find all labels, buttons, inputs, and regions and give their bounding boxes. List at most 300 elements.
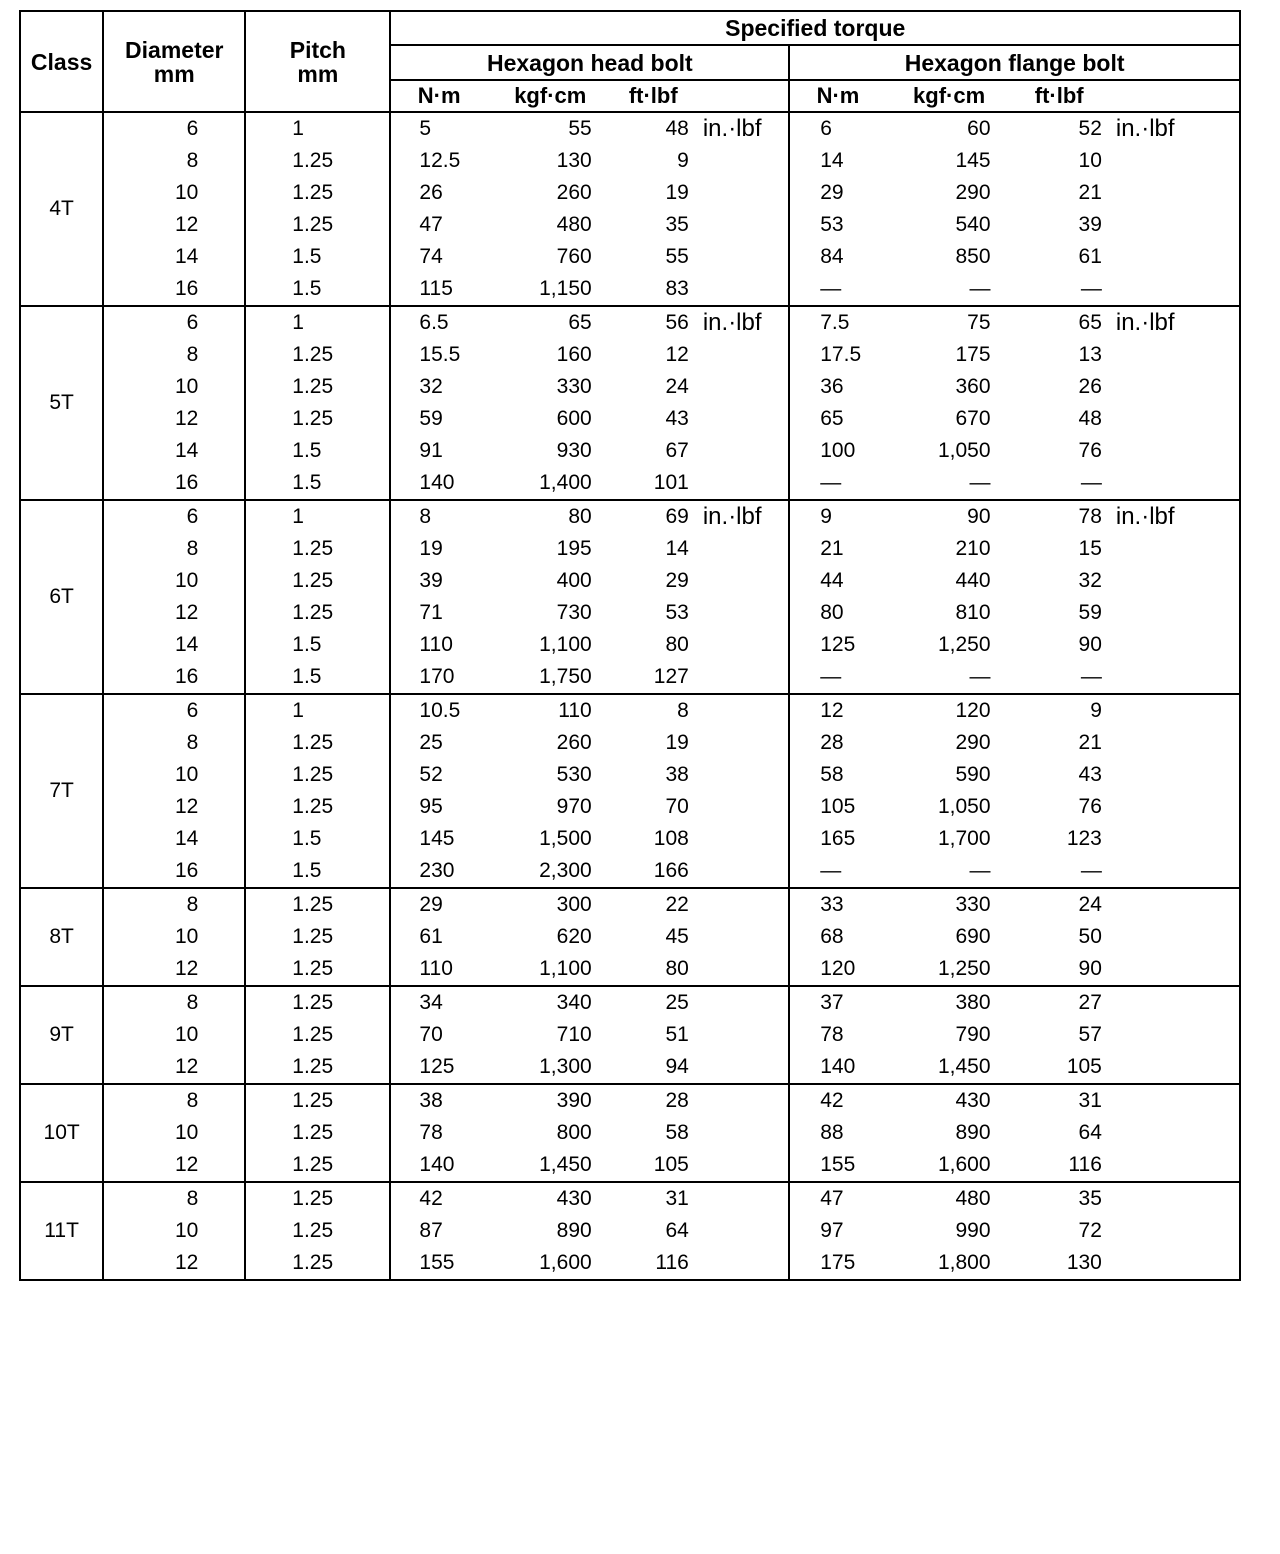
pitch-cell: 1.25 bbox=[245, 1247, 390, 1280]
table-body bbox=[20, 112, 1240, 1280]
diameter-cell: 10 bbox=[103, 1019, 245, 1051]
head-nm-cell: 15.5 bbox=[390, 339, 486, 371]
head-unit-cell bbox=[693, 565, 789, 597]
header-flange-kgfcm: kgf·cm bbox=[886, 80, 1013, 112]
flange-unit-cell bbox=[1106, 759, 1240, 791]
table-row bbox=[20, 435, 1240, 467]
flange-kgfcm-cell: — bbox=[969, 859, 991, 882]
diameter-cell: 8 bbox=[103, 986, 245, 1019]
flange-ftlbf-cell: 31 bbox=[1013, 1084, 1106, 1117]
flange-kgfcm-cell: 290 bbox=[955, 731, 991, 754]
flange-kgfcm-cell: 330 bbox=[886, 888, 1013, 921]
diameter-cell: 6 bbox=[103, 694, 245, 727]
pitch-cell: 1.25 bbox=[245, 145, 390, 177]
pitch-cell: 1.5 bbox=[245, 241, 390, 273]
head-unit-cell bbox=[693, 694, 789, 727]
flange-nm-cell: 175 bbox=[789, 1247, 885, 1280]
head-nm-cell: 5 bbox=[390, 112, 486, 145]
head-unit-cell bbox=[693, 727, 789, 759]
flange-unit-cell bbox=[1106, 339, 1240, 371]
head-unit-cell bbox=[693, 1084, 789, 1117]
table-row bbox=[20, 565, 1240, 597]
diameter-cell: 6 bbox=[103, 500, 245, 533]
flange-ftlbf-cell: 76 bbox=[1078, 439, 1102, 462]
head-unit-cell bbox=[693, 597, 789, 629]
head-ftlbf-cell: 80 bbox=[665, 957, 689, 980]
diameter-cell: 8 bbox=[103, 1084, 245, 1117]
pitch-cell: 1.25 bbox=[245, 1084, 390, 1117]
head-nm-cell: 42 bbox=[390, 1182, 486, 1215]
head-ftlbf-cell: 31 bbox=[614, 1182, 693, 1215]
diameter-cell: 8 bbox=[103, 727, 245, 759]
diameter-cell: 8 bbox=[103, 145, 245, 177]
diameter-cell: 12 bbox=[103, 403, 245, 435]
flange-ftlbf-cell: — bbox=[1080, 277, 1102, 300]
pitch-cell: 1.5 bbox=[245, 467, 390, 500]
diameter-cell: 14 bbox=[103, 241, 245, 273]
table-row bbox=[20, 823, 1240, 855]
head-ftlbf-cell: 9 bbox=[677, 149, 689, 172]
head-unit-cell bbox=[693, 1182, 789, 1215]
flange-unit-cell bbox=[1106, 727, 1240, 759]
flange-ftlbf-cell: 13 bbox=[1078, 343, 1102, 366]
head-kgfcm-cell: 80 bbox=[487, 500, 614, 533]
flange-nm-cell: — bbox=[789, 467, 885, 500]
pitch-cell: 1.25 bbox=[245, 953, 390, 986]
flange-ftlbf-cell: 24 bbox=[1013, 888, 1106, 921]
flange-unit-cell bbox=[1106, 629, 1240, 661]
flange-unit-cell bbox=[1106, 1149, 1240, 1182]
header-diameter-unit: mm bbox=[153, 60, 195, 87]
table-row bbox=[20, 209, 1240, 241]
header-diameter bbox=[103, 11, 245, 112]
head-ftlbf-cell: 8 bbox=[614, 694, 693, 727]
flange-nm-cell: 12 bbox=[789, 694, 885, 727]
head-kgfcm-cell: 1,600 bbox=[539, 1251, 592, 1274]
flange-kgfcm-cell: 145 bbox=[955, 149, 991, 172]
pitch-cell: 1.25 bbox=[245, 403, 390, 435]
table-row bbox=[20, 888, 1240, 921]
pitch-cell: 1.5 bbox=[245, 273, 390, 306]
flange-nm-cell: 100 bbox=[789, 435, 885, 467]
head-ftlbf-cell: 53 bbox=[665, 601, 689, 624]
table-row bbox=[20, 306, 1240, 339]
flange-kgfcm-cell: — bbox=[969, 665, 991, 688]
head-unit-cell bbox=[693, 953, 789, 986]
diameter-cell: 10 bbox=[103, 177, 245, 209]
head-nm-cell: 59 bbox=[390, 403, 486, 435]
class-cell: 11T bbox=[20, 1182, 103, 1280]
flange-nm-cell: 21 bbox=[789, 533, 885, 565]
flange-ftlbf-cell: 72 bbox=[1078, 1219, 1102, 1242]
flange-kgfcm-cell: 850 bbox=[955, 245, 991, 268]
head-nm-cell: 61 bbox=[390, 921, 486, 953]
pitch-cell: 1 bbox=[245, 500, 390, 533]
pitch-cell: 1.5 bbox=[245, 661, 390, 694]
flange-nm-cell: 65 bbox=[789, 403, 885, 435]
table-row bbox=[20, 1117, 1240, 1149]
table-row bbox=[20, 403, 1240, 435]
flange-nm-cell: 165 bbox=[789, 823, 885, 855]
pitch-cell: 1.25 bbox=[245, 339, 390, 371]
head-unit-cell bbox=[693, 467, 789, 500]
flange-ftlbf-cell: 90 bbox=[1078, 957, 1102, 980]
head-unit-cell bbox=[693, 1117, 789, 1149]
flange-kgfcm-cell: 890 bbox=[955, 1121, 991, 1144]
head-ftlbf-cell: 83 bbox=[665, 277, 689, 300]
flange-ftlbf-cell: 61 bbox=[1078, 245, 1102, 268]
flange-kgfcm-cell: — bbox=[969, 277, 991, 300]
flange-unit-cell bbox=[1106, 986, 1240, 1019]
head-nm-cell: 145 bbox=[390, 823, 486, 855]
table-row bbox=[20, 727, 1240, 759]
flange-nm-cell: 97 bbox=[789, 1215, 885, 1247]
flange-kgfcm-cell: 990 bbox=[955, 1219, 991, 1242]
head-kgfcm-cell: 530 bbox=[556, 763, 592, 786]
head-unit-cell bbox=[693, 823, 789, 855]
pitch-cell: 1.25 bbox=[245, 565, 390, 597]
flange-kgfcm-cell: 810 bbox=[955, 601, 991, 624]
table-row bbox=[20, 921, 1240, 953]
class-cell: 7T bbox=[20, 694, 103, 888]
flange-unit-cell bbox=[1106, 1247, 1240, 1280]
flange-ftlbf-cell: 130 bbox=[1066, 1251, 1102, 1274]
head-ftlbf-cell: 51 bbox=[665, 1023, 689, 1046]
flange-nm-cell: 140 bbox=[789, 1051, 885, 1084]
head-ftlbf-cell: 94 bbox=[665, 1055, 689, 1078]
flange-kgfcm-cell: 1,600 bbox=[937, 1153, 991, 1176]
head-kgfcm-cell: 1,750 bbox=[539, 665, 592, 688]
head-ftlbf-cell: 29 bbox=[665, 569, 689, 592]
flange-kgfcm-cell: 1,700 bbox=[937, 827, 991, 850]
table-row bbox=[20, 986, 1240, 1019]
flange-nm-cell: 80 bbox=[789, 597, 885, 629]
head-kgfcm-cell: 1,400 bbox=[539, 471, 592, 494]
head-ftlbf-cell: 22 bbox=[614, 888, 693, 921]
flange-unit-cell bbox=[1106, 1019, 1240, 1051]
head-ftlbf-cell: 28 bbox=[614, 1084, 693, 1117]
head-nm-cell: 26 bbox=[390, 177, 486, 209]
diameter-cell: 12 bbox=[103, 597, 245, 629]
pitch-cell: 1.25 bbox=[245, 921, 390, 953]
head-nm-cell: 230 bbox=[390, 855, 486, 888]
flange-kgfcm-cell: 380 bbox=[886, 986, 1013, 1019]
flange-kgfcm-cell: 60 bbox=[886, 112, 1013, 145]
head-kgfcm-cell: 2,300 bbox=[539, 859, 592, 882]
flange-kgfcm-cell: 1,250 bbox=[937, 957, 991, 980]
class-cell: 4T bbox=[20, 112, 103, 306]
head-unit-cell bbox=[693, 435, 789, 467]
head-kgfcm-cell: 1,450 bbox=[539, 1153, 592, 1176]
flange-ftlbf-cell: 21 bbox=[1078, 181, 1102, 204]
flange-unit-cell bbox=[1106, 661, 1240, 694]
head-kgfcm-cell: 300 bbox=[487, 888, 614, 921]
head-ftlbf-cell: 55 bbox=[665, 245, 689, 268]
head-nm-cell: 19 bbox=[390, 533, 486, 565]
head-ftlbf-cell: 127 bbox=[653, 665, 689, 688]
flange-nm-cell: — bbox=[789, 855, 885, 888]
flange-ftlbf-cell: 9 bbox=[1013, 694, 1106, 727]
flange-ftlbf-cell: 52 bbox=[1013, 112, 1106, 145]
flange-kgfcm-cell: 360 bbox=[955, 375, 991, 398]
flange-unit-cell bbox=[1106, 921, 1240, 953]
head-kgfcm-cell: 390 bbox=[487, 1084, 614, 1117]
head-unit-cell bbox=[693, 209, 789, 241]
flange-kgfcm-cell: 690 bbox=[955, 925, 991, 948]
flange-kgfcm-cell: 1,250 bbox=[937, 633, 991, 656]
table-row bbox=[20, 661, 1240, 694]
flange-nm-cell: 155 bbox=[789, 1149, 885, 1182]
flange-ftlbf-cell: 65 bbox=[1013, 306, 1106, 339]
flange-nm-cell: 78 bbox=[789, 1019, 885, 1051]
head-kgfcm-cell: 195 bbox=[556, 537, 592, 560]
flange-ftlbf-cell: 32 bbox=[1078, 569, 1102, 592]
head-unit-cell bbox=[693, 921, 789, 953]
flange-kgfcm-cell: 175 bbox=[955, 343, 991, 366]
class-cell: 6T bbox=[20, 500, 103, 694]
head-nm-cell: 91 bbox=[390, 435, 486, 467]
flange-unit-cell bbox=[1106, 953, 1240, 986]
diameter-cell: 12 bbox=[103, 791, 245, 823]
diameter-cell: 12 bbox=[103, 1247, 245, 1280]
flange-unit-cell bbox=[1106, 855, 1240, 888]
table-row bbox=[20, 1215, 1240, 1247]
head-kgfcm-cell: 340 bbox=[487, 986, 614, 1019]
flange-unit-cell bbox=[1106, 597, 1240, 629]
diameter-cell: 12 bbox=[103, 953, 245, 986]
flange-ftlbf-cell: 90 bbox=[1078, 633, 1102, 656]
table-row bbox=[20, 791, 1240, 823]
pitch-cell: 1.25 bbox=[245, 597, 390, 629]
flange-unit-cell bbox=[1106, 791, 1240, 823]
table-row bbox=[20, 145, 1240, 177]
head-ftlbf-cell: 69 bbox=[614, 500, 693, 533]
flange-nm-cell: 29 bbox=[789, 177, 885, 209]
flange-nm-cell: 42 bbox=[789, 1084, 885, 1117]
flange-kgfcm-cell: 440 bbox=[955, 569, 991, 592]
diameter-cell: 16 bbox=[103, 661, 245, 694]
head-kgfcm-cell: 65 bbox=[487, 306, 614, 339]
flange-nm-cell: 37 bbox=[789, 986, 885, 1019]
flange-nm-cell: 84 bbox=[789, 241, 885, 273]
head-unit-cell bbox=[693, 855, 789, 888]
flange-unit-cell bbox=[1106, 145, 1240, 177]
class-cell: 9T bbox=[20, 986, 103, 1084]
head-nm-cell: 52 bbox=[390, 759, 486, 791]
head-nm-cell: 38 bbox=[390, 1084, 486, 1117]
table-row bbox=[20, 533, 1240, 565]
pitch-cell: 1.25 bbox=[245, 986, 390, 1019]
diameter-cell: 14 bbox=[103, 629, 245, 661]
header-class: Class bbox=[20, 11, 103, 112]
table-row bbox=[20, 273, 1240, 306]
table-row bbox=[20, 1182, 1240, 1215]
head-kgfcm-cell: 130 bbox=[556, 149, 592, 172]
pitch-cell: 1.25 bbox=[245, 1117, 390, 1149]
flange-nm-cell: 7.5 bbox=[789, 306, 885, 339]
table-row bbox=[20, 1084, 1240, 1117]
pitch-cell: 1.25 bbox=[245, 791, 390, 823]
head-nm-cell: 115 bbox=[390, 273, 486, 306]
head-kgfcm-cell: 730 bbox=[556, 601, 592, 624]
head-ftlbf-cell: 35 bbox=[665, 213, 689, 236]
header-head-spacer bbox=[693, 80, 789, 112]
flange-ftlbf-cell: 105 bbox=[1066, 1055, 1102, 1078]
head-nm-cell: 71 bbox=[390, 597, 486, 629]
head-kgfcm-cell: 480 bbox=[556, 213, 592, 236]
flange-kgfcm-cell: 430 bbox=[886, 1084, 1013, 1117]
flange-unit-cell bbox=[1106, 1215, 1240, 1247]
head-nm-cell: 155 bbox=[390, 1247, 486, 1280]
head-ftlbf-cell: 64 bbox=[665, 1219, 689, 1242]
head-nm-cell: 6.5 bbox=[390, 306, 486, 339]
head-ftlbf-cell: 101 bbox=[653, 471, 689, 494]
head-nm-cell: 95 bbox=[390, 791, 486, 823]
head-nm-cell: 110 bbox=[390, 953, 486, 986]
pitch-cell: 1.25 bbox=[245, 759, 390, 791]
head-ftlbf-cell: 56 bbox=[614, 306, 693, 339]
pitch-cell: 1.5 bbox=[245, 435, 390, 467]
head-unit-cell bbox=[693, 339, 789, 371]
table-row bbox=[20, 177, 1240, 209]
head-unit-cell bbox=[693, 273, 789, 306]
flange-nm-cell: 14 bbox=[789, 145, 885, 177]
flange-kgfcm-cell: 1,800 bbox=[937, 1251, 991, 1274]
class-cell: 10T bbox=[20, 1084, 103, 1182]
pitch-cell: 1.25 bbox=[245, 727, 390, 759]
flange-unit-cell bbox=[1106, 467, 1240, 500]
head-kgfcm-cell: 930 bbox=[556, 439, 592, 462]
flange-ftlbf-cell: 64 bbox=[1078, 1121, 1102, 1144]
head-ftlbf-cell: 43 bbox=[665, 407, 689, 430]
head-nm-cell: 25 bbox=[390, 727, 486, 759]
flange-kgfcm-cell: 670 bbox=[955, 407, 991, 430]
diameter-cell: 12 bbox=[103, 1149, 245, 1182]
head-kgfcm-cell: 400 bbox=[556, 569, 592, 592]
flange-unit-cell bbox=[1106, 565, 1240, 597]
table-row bbox=[20, 241, 1240, 273]
head-kgfcm-cell: 970 bbox=[556, 795, 592, 818]
head-unit-cell bbox=[693, 759, 789, 791]
diameter-cell: 10 bbox=[103, 565, 245, 597]
flange-kgfcm-cell: 590 bbox=[955, 763, 991, 786]
flange-ftlbf-cell: 39 bbox=[1078, 213, 1102, 236]
flange-nm-cell: 17.5 bbox=[789, 339, 885, 371]
header-flange-nm: N·m bbox=[789, 80, 885, 112]
head-unit-cell bbox=[693, 629, 789, 661]
pitch-cell: 1.5 bbox=[245, 823, 390, 855]
head-kgfcm-cell: 1,100 bbox=[539, 633, 592, 656]
flange-unit-cell bbox=[1106, 1117, 1240, 1149]
head-nm-cell: 170 bbox=[390, 661, 486, 694]
diameter-cell: 8 bbox=[103, 888, 245, 921]
head-unit-cell bbox=[693, 888, 789, 921]
head-kgfcm-cell: 890 bbox=[556, 1219, 592, 1242]
flange-unit-cell bbox=[1106, 435, 1240, 467]
table-row bbox=[20, 759, 1240, 791]
flange-ftlbf-cell: 26 bbox=[1078, 375, 1102, 398]
header-specified-torque: Specified torque bbox=[390, 11, 1240, 45]
head-ftlbf-cell: 19 bbox=[665, 731, 689, 754]
head-nm-cell: 8 bbox=[390, 500, 486, 533]
table-row bbox=[20, 112, 1240, 145]
diameter-cell: 8 bbox=[103, 1182, 245, 1215]
head-ftlbf-cell: 25 bbox=[614, 986, 693, 1019]
head-unit-cell: in.·lbf bbox=[693, 306, 789, 339]
flange-ftlbf-cell: — bbox=[1080, 859, 1102, 882]
head-nm-cell: 32 bbox=[390, 371, 486, 403]
flange-unit-cell bbox=[1106, 694, 1240, 727]
head-nm-cell: 29 bbox=[390, 888, 486, 921]
head-unit-cell: in.·lbf bbox=[693, 112, 789, 145]
flange-unit-cell bbox=[1106, 273, 1240, 306]
head-nm-cell: 140 bbox=[390, 1149, 486, 1182]
diameter-cell: 16 bbox=[103, 467, 245, 500]
head-kgfcm-cell: 760 bbox=[556, 245, 592, 268]
flange-nm-cell: 33 bbox=[789, 888, 885, 921]
flange-ftlbf-cell: 50 bbox=[1078, 925, 1102, 948]
table-row bbox=[20, 694, 1240, 727]
head-unit-cell bbox=[693, 661, 789, 694]
flange-nm-cell: 28 bbox=[789, 727, 885, 759]
flange-unit-cell bbox=[1106, 371, 1240, 403]
head-nm-cell: 74 bbox=[390, 241, 486, 273]
flange-nm-cell: 44 bbox=[789, 565, 885, 597]
header-hexagon-head-bolt: Hexagon head bolt bbox=[390, 45, 789, 80]
torque-table bbox=[19, 10, 1241, 1281]
head-unit-cell bbox=[693, 1247, 789, 1280]
flange-unit-cell bbox=[1106, 533, 1240, 565]
head-kgfcm-cell: 710 bbox=[556, 1023, 592, 1046]
head-kgfcm-cell: 430 bbox=[487, 1182, 614, 1215]
header-pitch bbox=[245, 11, 390, 112]
header-pitch-unit: mm bbox=[297, 60, 339, 87]
head-kgfcm-cell: 600 bbox=[556, 407, 592, 430]
head-kgfcm-cell: 1,300 bbox=[539, 1055, 592, 1078]
flange-nm-cell: 120 bbox=[789, 953, 885, 986]
flange-unit-cell bbox=[1106, 823, 1240, 855]
head-nm-cell: 47 bbox=[390, 209, 486, 241]
head-unit-cell bbox=[693, 791, 789, 823]
head-nm-cell: 34 bbox=[390, 986, 486, 1019]
header-head-ftlbf: ft·lbf bbox=[614, 80, 693, 112]
diameter-cell: 16 bbox=[103, 273, 245, 306]
head-kgfcm-cell: 110 bbox=[487, 694, 614, 727]
flange-nm-cell: 53 bbox=[789, 209, 885, 241]
flange-kgfcm-cell: 290 bbox=[955, 181, 991, 204]
flange-nm-cell: — bbox=[789, 273, 885, 306]
table-row bbox=[20, 597, 1240, 629]
flange-nm-cell: 88 bbox=[789, 1117, 885, 1149]
head-ftlbf-cell: 80 bbox=[665, 633, 689, 656]
head-nm-cell: 39 bbox=[390, 565, 486, 597]
header-hexagon-flange-bolt: Hexagon flange bolt bbox=[789, 45, 1240, 80]
head-unit-cell bbox=[693, 986, 789, 1019]
head-unit-cell: in.·lbf bbox=[693, 500, 789, 533]
class-cell: 5T bbox=[20, 306, 103, 500]
head-ftlbf-cell: 116 bbox=[655, 1251, 689, 1274]
header-flange-ftlbf: ft·lbf bbox=[1013, 80, 1106, 112]
header-pitch-label: Pitch bbox=[289, 36, 346, 63]
flange-unit-cell bbox=[1106, 403, 1240, 435]
head-unit-cell bbox=[693, 241, 789, 273]
flange-nm-cell: 125 bbox=[789, 629, 885, 661]
head-nm-cell: 12.5 bbox=[390, 145, 486, 177]
flange-nm-cell: — bbox=[789, 661, 885, 694]
head-unit-cell bbox=[693, 145, 789, 177]
flange-ftlbf-cell: 27 bbox=[1013, 986, 1106, 1019]
head-ftlbf-cell: 19 bbox=[665, 181, 689, 204]
